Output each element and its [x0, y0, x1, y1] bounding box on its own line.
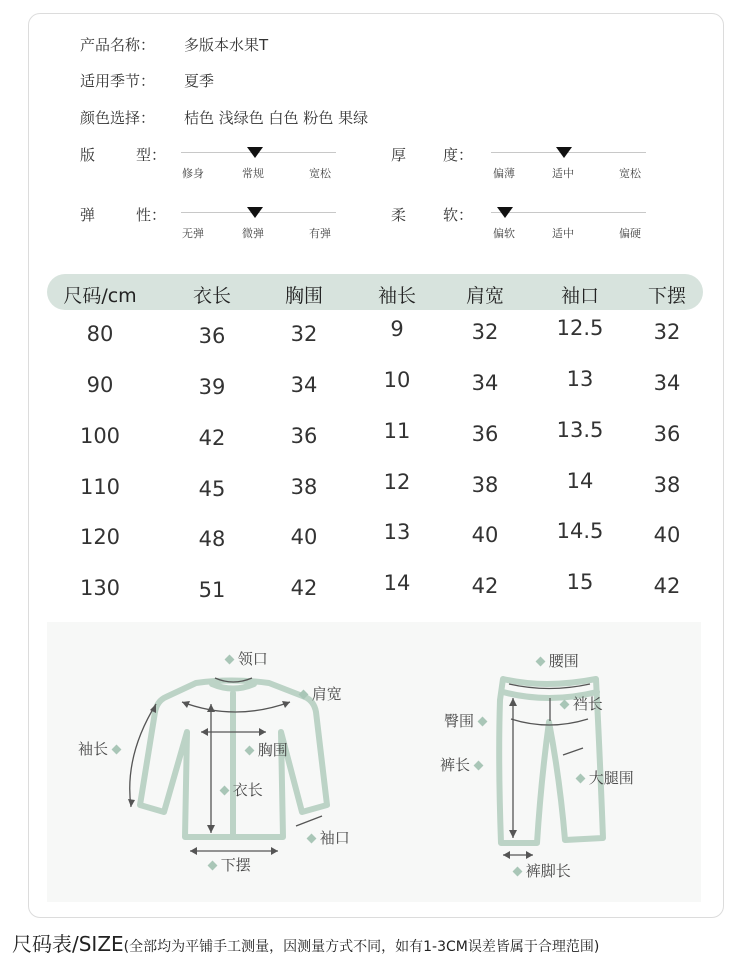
table-cell: 42	[290, 576, 318, 600]
table-cell: 32	[471, 320, 499, 344]
table-cell: 10	[383, 368, 411, 392]
table-cell: 42	[653, 574, 681, 598]
label-cuff: 袖口	[308, 827, 350, 848]
pants-arrowheads	[503, 698, 533, 859]
diamond-icon	[560, 700, 570, 710]
diamond-icon	[536, 657, 546, 667]
diamond-icon	[299, 690, 309, 700]
table-cell: 120	[79, 525, 121, 549]
table-cell: 9	[390, 317, 404, 341]
table-cell: 51	[198, 578, 226, 602]
table-cell: 32	[290, 322, 318, 346]
elasticity-option-1: 无弹	[182, 227, 204, 240]
table-cell: 42	[198, 426, 226, 450]
fit-option-3: 宽松	[309, 167, 331, 180]
label-thigh: 大腿围	[577, 767, 634, 788]
product-name-value: 多版本水果T	[184, 36, 269, 54]
label-length: 衣长	[221, 779, 263, 800]
diamond-icon	[220, 786, 230, 796]
label-hem: 下摆	[209, 854, 251, 875]
table-cell: 110	[79, 475, 121, 499]
footer	[12, 928, 599, 957]
softness-label-a: 柔	[391, 206, 407, 224]
table-cell: 13	[383, 520, 411, 544]
table-cell: 12	[383, 470, 411, 494]
table-cell: 100	[79, 424, 121, 448]
table-cell: 14.5	[556, 519, 604, 543]
table-cell: 90	[86, 373, 114, 397]
table-header-cell: 肩宽	[465, 285, 504, 307]
table-cell: 34	[653, 371, 681, 395]
table-header-cell: 衣长	[192, 285, 231, 307]
diamond-icon	[473, 761, 483, 771]
diamond-icon	[576, 774, 586, 784]
color-label: 颜色选择：	[80, 109, 156, 127]
diamond-icon	[111, 745, 121, 755]
table-cell: 36	[290, 424, 318, 448]
color-options: 桔色 浅绿色 白色 粉色 果绿	[184, 109, 369, 127]
softness-label-b: 软：	[443, 206, 474, 224]
table-cell: 36	[198, 324, 226, 348]
fit-label-a: 版	[80, 146, 96, 164]
label-rise: 裆长	[561, 693, 603, 714]
label-sleeve: 袖长	[78, 738, 120, 759]
footer-title: 尺码表/SIZE	[12, 932, 124, 956]
footer-note: (全部均为平铺手工测量，因测量方式不同，如有1-3CM误差皆属于合理范围)	[123, 939, 600, 955]
label-waist: 腰围	[537, 650, 579, 671]
thickness-option-1: 偏薄	[493, 167, 515, 180]
table-header-cell: 尺码/cm	[63, 285, 137, 307]
table-header-cell: 下摆	[647, 285, 686, 307]
table-cell: 11	[383, 419, 411, 443]
elasticity-label-b: 性：	[136, 206, 167, 224]
thickness-option-2: 适中	[552, 167, 574, 180]
diamond-icon	[245, 746, 255, 756]
label-shoulder: 肩宽	[300, 683, 342, 704]
table-cell: 13	[566, 367, 594, 391]
table-cell: 40	[653, 523, 681, 547]
table-cell: 39	[198, 375, 226, 399]
elasticity-option-3: 有弹	[309, 227, 331, 240]
diamond-icon	[208, 861, 218, 871]
diamond-icon	[225, 655, 235, 665]
table-cell: 40	[471, 523, 499, 547]
table-cell: 48	[198, 527, 226, 551]
diamond-icon	[307, 834, 317, 844]
table-cell: 36	[653, 422, 681, 446]
product-name-label: 产品名称：	[80, 36, 156, 54]
table-cell: 13.5	[556, 418, 604, 442]
table-cell: 42	[471, 574, 499, 598]
table-cell: 12.5	[556, 316, 604, 340]
table-cell: 15	[566, 570, 594, 594]
table-cell: 36	[471, 422, 499, 446]
table-cell: 34	[290, 373, 318, 397]
label-collar: 领口	[226, 648, 268, 669]
thickness-option-3: 宽松	[619, 167, 641, 180]
elasticity-option-2: 微弹	[242, 227, 264, 240]
season-value: 夏季	[184, 72, 215, 90]
shirt-illustration	[140, 681, 327, 838]
elasticity-label-a: 弹	[80, 206, 96, 224]
table-cell: 38	[471, 473, 499, 497]
label-pants-length: 裤长	[440, 754, 482, 775]
label-chest: 胸围	[246, 739, 288, 760]
label-leg-opening: 裤脚长	[514, 860, 571, 881]
table-cell: 40	[290, 525, 318, 549]
thickness-label-a: 厚	[391, 146, 407, 164]
softness-option-2: 适中	[552, 227, 574, 240]
diamond-icon	[477, 717, 487, 727]
table-cell: 45	[198, 477, 226, 501]
table-cell: 38	[653, 473, 681, 497]
table-header-cell: 袖口	[560, 285, 599, 307]
fit-option-2: 常规	[242, 167, 264, 180]
table-cell: 14	[383, 571, 411, 595]
fit-option-1: 修身	[182, 167, 204, 180]
table-header-cell: 胸围	[284, 285, 323, 307]
season-label: 适用季节：	[80, 72, 156, 90]
softness-option-1: 偏软	[493, 227, 515, 240]
table-header-cell: 袖长	[377, 285, 416, 307]
label-hip: 臀围	[444, 710, 486, 731]
table-cell: 80	[86, 322, 114, 346]
softness-option-3: 偏硬	[619, 227, 641, 240]
table-cell: 38	[290, 475, 318, 499]
thickness-label-b: 度：	[443, 146, 474, 164]
table-cell: 34	[471, 371, 499, 395]
table-cell: 32	[653, 320, 681, 344]
table-cell: 130	[79, 576, 121, 600]
table-cell: 14	[566, 469, 594, 493]
diamond-icon	[513, 867, 523, 877]
fit-label-b: 型：	[136, 146, 167, 164]
